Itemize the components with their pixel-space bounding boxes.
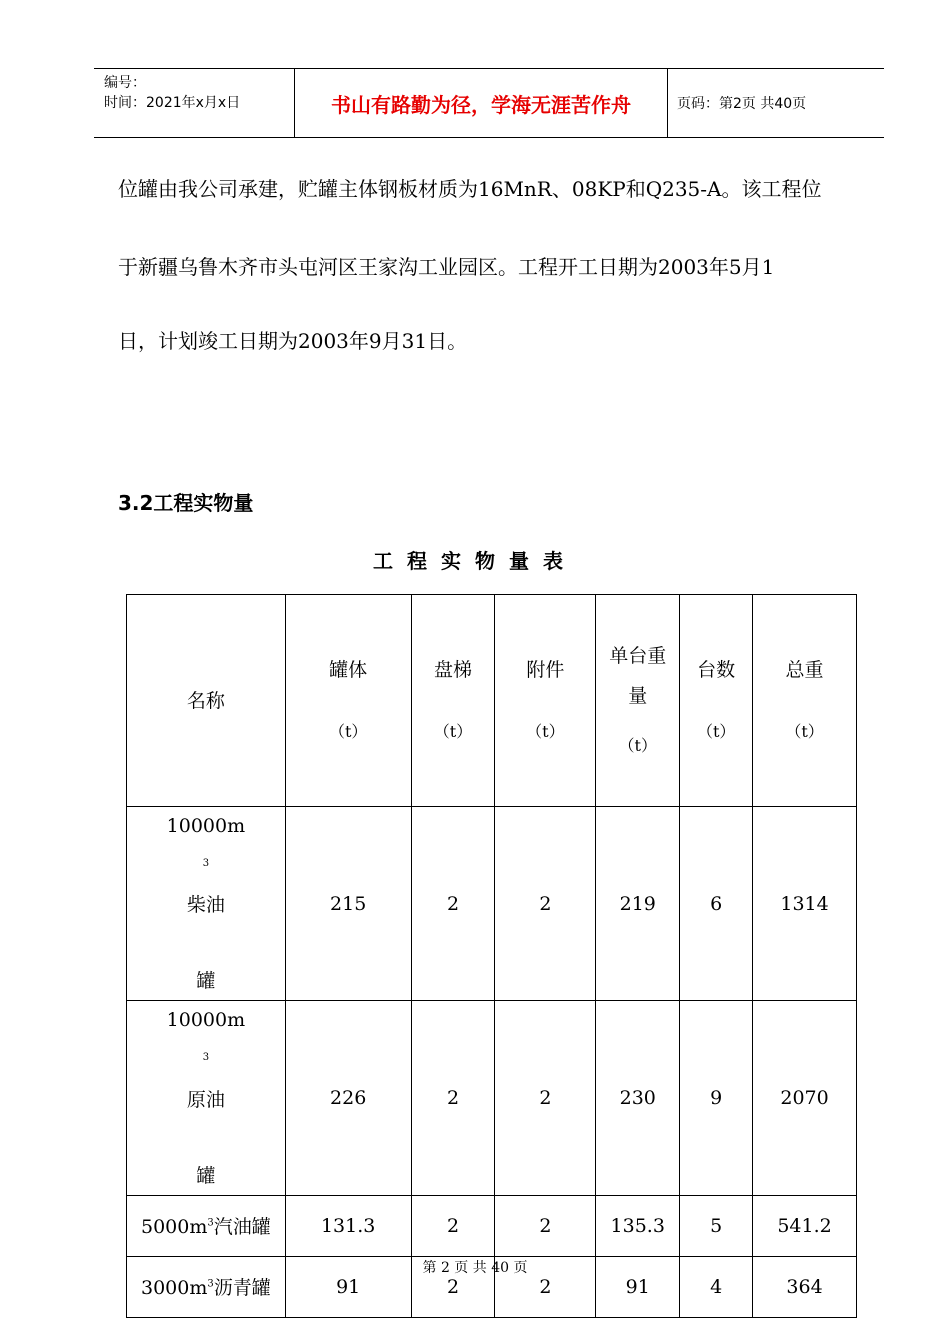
header-tank-body: 罐体 （t） [285,595,411,807]
header-name: 名称 [127,595,286,807]
header-page-info: 页码：第2页 共40页 [677,96,807,112]
row-name: 10000m $^3$ 原油 罐 [127,1001,286,1195]
header-total: 总重 （t） [753,595,857,807]
page-footer: 第 2 页 共 40 页 [422,1260,528,1276]
row-unit-weight: 91 [596,1256,680,1317]
row-unit-weight: 219 [596,807,680,1001]
section-title: 3.2工程实物量 [118,491,254,515]
row-stair: 2 [411,1195,495,1256]
header-count: 台数 （t） [680,595,753,807]
header-stair: 盘梯 （t） [411,595,495,807]
time-label: 时间：2021年x月x日 [104,95,241,111]
row-body: 91 [285,1256,411,1317]
table-row [127,1001,857,1195]
row-fitting: 2 [495,1195,596,1256]
row-stair: 2 [411,1256,495,1317]
row-name: 10000m $^3$ 柴油 罐 [127,807,286,1001]
row-count: 6 [680,807,753,1001]
row-unit-weight: 230 [596,1001,680,1195]
row-name: $3000m^3$沥青罐 [127,1256,286,1317]
header-meta [94,69,294,137]
table-row [127,1195,857,1256]
table-row [127,807,857,1001]
row-fitting: 2 [495,1001,596,1195]
paragraph-line-3: 日，计划竣工日期为2003年9月31日。 [118,329,468,353]
row-total: 541.2 [753,1195,857,1256]
row-body: 131.3 [285,1195,411,1256]
number-label: 编号： [104,75,146,91]
row-fitting: 2 [495,807,596,1001]
page-header [94,68,884,138]
row-total: 2070 [753,1001,857,1195]
row-fitting: 2 [495,1256,596,1317]
row-stair: 2 [411,807,495,1001]
header-motto: 书山有路勤为径，学海无涯苦作舟 [294,69,668,137]
row-name: $5000m^3$汽油罐 [127,1195,286,1256]
row-count: 5 [680,1195,753,1256]
row-total: 364 [753,1256,857,1317]
header-fitting: 附件 （t） [495,595,596,807]
quantity-table [126,594,857,1318]
paragraph-line-2: 于新疆乌鲁木齐市头屯河区王家沟工业园区。工程开工日期为2003年5月1 [118,255,775,279]
paragraph-line-1: 位罐由我公司承建，贮罐主体钢板材质为16MnR、08KP和Q235-A。该工程位 [118,177,822,201]
row-body: 226 [285,1001,411,1195]
row-stair: 2 [411,1001,495,1195]
row-count: 9 [680,1001,753,1195]
table-header-row [127,595,857,807]
row-total: 1314 [753,807,857,1001]
table-title: 工程实物量表 [373,549,577,573]
row-count: 4 [680,1256,753,1317]
row-unit-weight: 135.3 [596,1195,680,1256]
header-unit-weight: 单台重 量 （t） [596,595,680,807]
row-body: 215 [285,807,411,1001]
